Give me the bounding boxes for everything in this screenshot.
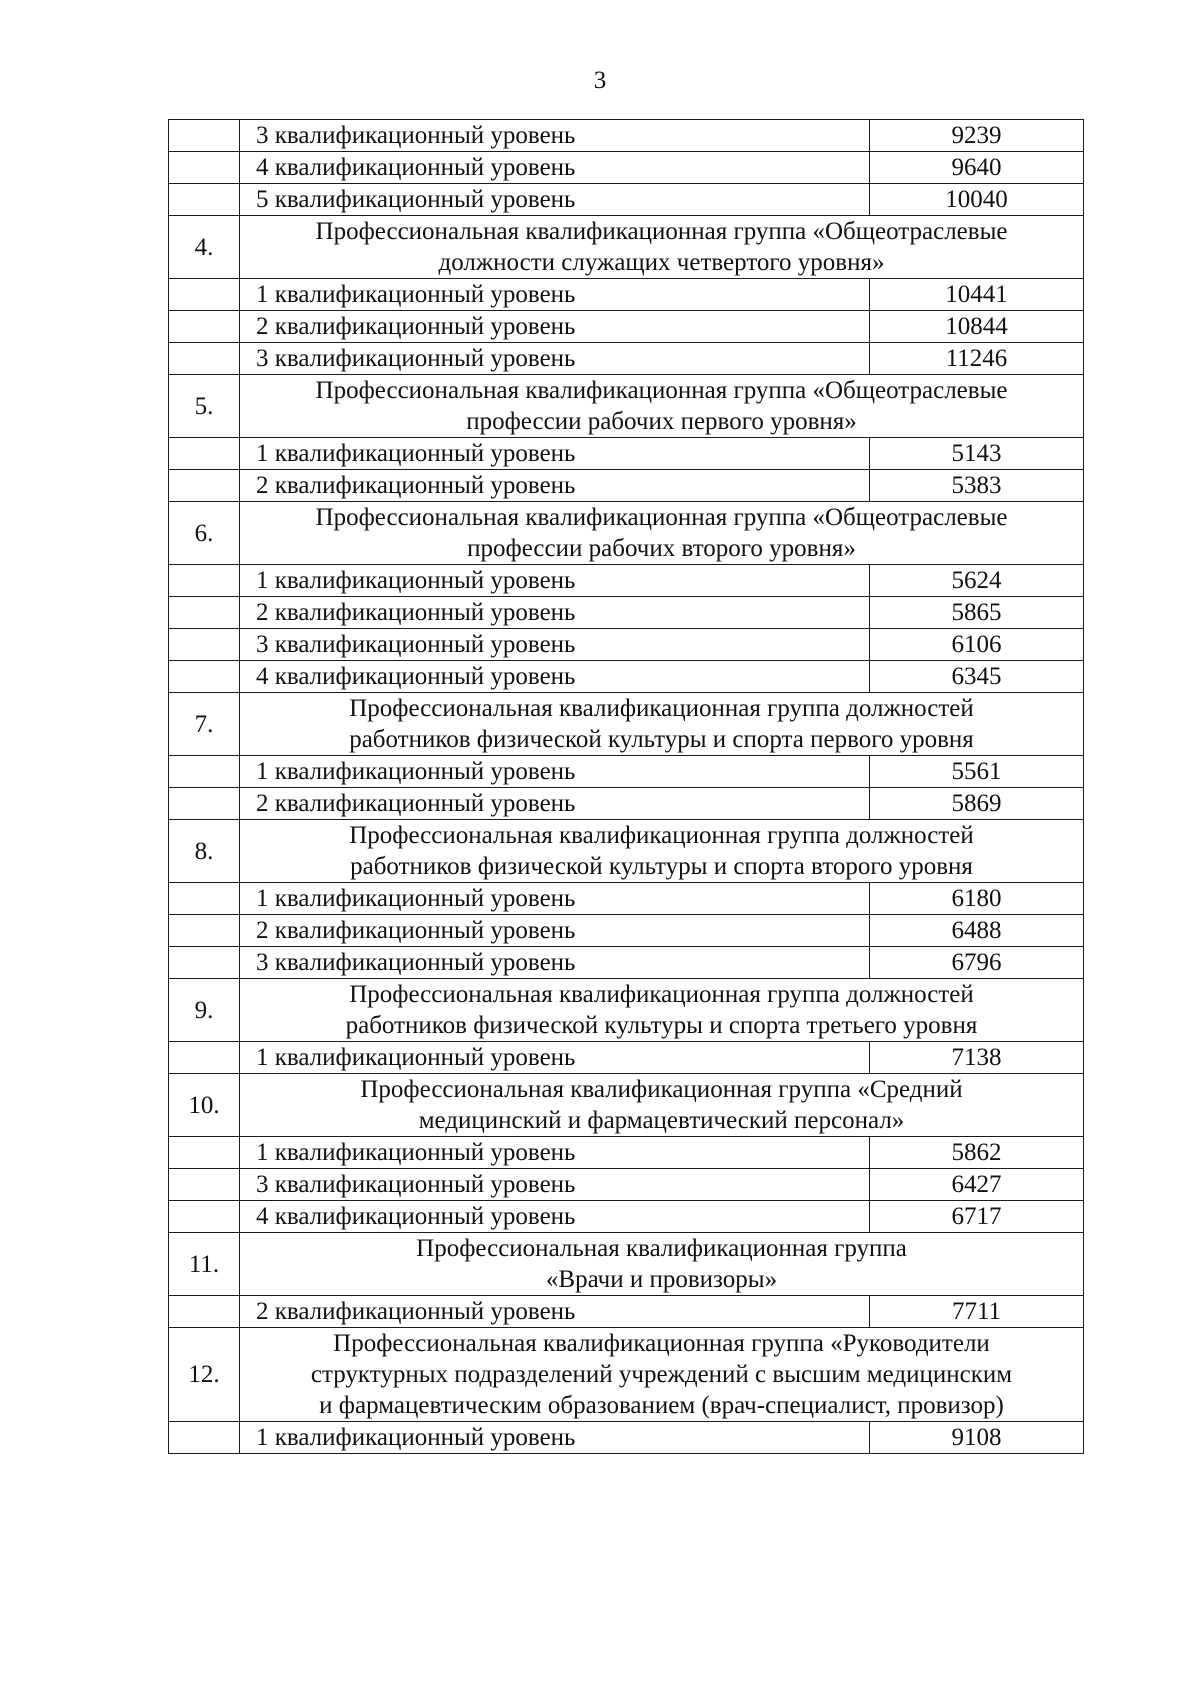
salary-value: 6796 (870, 947, 1084, 979)
table-row (169, 470, 1084, 502)
table-row (169, 1169, 1084, 1201)
row-number (169, 915, 240, 947)
group-title-line: Профессиональная квалификационная группа «Общеотраслевые (315, 218, 1008, 245)
salary-value: 6345 (870, 661, 1084, 693)
level-label: 3 квалификационный уровень (240, 343, 870, 375)
table-row (169, 184, 1084, 216)
salary-value: 5561 (870, 756, 1084, 788)
level-label: 3 квалификационный уровень (240, 947, 870, 979)
table-row (169, 947, 1084, 979)
group-title (240, 1074, 1084, 1137)
salary-value: 10040 (870, 184, 1084, 216)
table-row (169, 1296, 1084, 1328)
salary-value: 6717 (870, 1201, 1084, 1233)
group-number: 9. (169, 979, 240, 1042)
group-number: 5. (169, 375, 240, 438)
group-number: 11. (169, 1233, 240, 1296)
group-number: 12. (169, 1328, 240, 1422)
level-label: 1 квалификационный уровень (240, 279, 870, 311)
row-number (169, 1169, 240, 1201)
table-row (169, 311, 1084, 343)
group-title-line: Профессиональная квалификационная группа должностей (349, 822, 974, 849)
group-title-line: работников физической культуры и спорта первого уровня (349, 726, 974, 753)
level-label: 3 квалификационный уровень (240, 1169, 870, 1201)
group-row (169, 375, 1084, 438)
row-number (169, 184, 240, 216)
group-title (240, 502, 1084, 565)
row-number (169, 279, 240, 311)
group-number: 8. (169, 820, 240, 883)
table-row (169, 629, 1084, 661)
level-label: 2 квалификационный уровень (240, 915, 870, 947)
group-title-line: Профессиональная квалификационная группа «Руководители (333, 1330, 990, 1357)
table-row (169, 438, 1084, 470)
level-label: 3 квалификационный уровень (240, 629, 870, 661)
salary-value: 6106 (870, 629, 1084, 661)
group-title (240, 693, 1084, 756)
group-row (169, 693, 1084, 756)
group-title-line: Профессиональная квалификационная группа «Общеотраслевые (315, 377, 1008, 404)
salary-value: 6427 (870, 1169, 1084, 1201)
table-row (169, 1201, 1084, 1233)
row-number (169, 565, 240, 597)
group-number: 6. (169, 502, 240, 565)
row-number (169, 883, 240, 915)
level-label: 1 квалификационный уровень (240, 1042, 870, 1074)
level-label: 1 квалификационный уровень (240, 756, 870, 788)
salary-value: 5383 (870, 470, 1084, 502)
group-title-line: Профессиональная квалификационная группа должностей (349, 695, 974, 722)
level-label: 1 квалификационный уровень (240, 1137, 870, 1169)
table-row (169, 756, 1084, 788)
group-title-line: структурных подразделений учреждений с высшим медицинским (310, 1361, 1013, 1388)
row-number (169, 120, 240, 152)
level-label: 1 квалификационный уровень (240, 438, 870, 470)
salary-value: 5143 (870, 438, 1084, 470)
row-number (169, 311, 240, 343)
table-row (169, 883, 1084, 915)
group-row (169, 820, 1084, 883)
table-row (169, 565, 1084, 597)
group-title (240, 375, 1084, 438)
table-row (169, 1422, 1084, 1454)
salary-value: 9108 (870, 1422, 1084, 1454)
salary-value: 9640 (870, 152, 1084, 184)
group-row (169, 1233, 1084, 1296)
row-number (169, 756, 240, 788)
group-title (240, 1233, 1084, 1296)
table-row (169, 661, 1084, 693)
row-number (169, 1201, 240, 1233)
group-title-line: Профессиональная квалификационная группа «Общеотраслевые (315, 504, 1008, 531)
salary-value: 11246 (870, 343, 1084, 375)
group-title-line: Профессиональная квалификационная группа должностей (349, 981, 974, 1008)
row-number (169, 343, 240, 375)
table-row (169, 343, 1084, 375)
row-number (169, 438, 240, 470)
salary-value: 5869 (870, 788, 1084, 820)
salary-value: 10844 (870, 311, 1084, 343)
level-label: 1 квалификационный уровень (240, 565, 870, 597)
group-title-line: профессии рабочих первого уровня» (466, 408, 857, 435)
group-title (240, 1328, 1084, 1422)
group-row (169, 502, 1084, 565)
group-number: 10. (169, 1074, 240, 1137)
group-title (240, 820, 1084, 883)
group-title-line: должности служащих четвертого уровня» (438, 249, 885, 276)
table-row (169, 788, 1084, 820)
table-row (169, 597, 1084, 629)
salary-value: 5862 (870, 1137, 1084, 1169)
group-title-line: медицинский и фармацевтический персонал» (418, 1107, 905, 1134)
group-title-line: Профессиональная квалификационная группа «Средний (360, 1076, 963, 1103)
row-number (169, 1042, 240, 1074)
salary-value: 6488 (870, 915, 1084, 947)
salary-value: 10441 (870, 279, 1084, 311)
level-label: 2 квалификационный уровень (240, 311, 870, 343)
group-title-line: работников физической культуры и спорта третьего уровня (345, 1012, 978, 1039)
salary-table (168, 119, 1084, 1454)
table-row (169, 915, 1084, 947)
table-row (169, 120, 1084, 152)
level-label: 3 квалификационный уровень (240, 120, 870, 152)
level-label: 4 квалификационный уровень (240, 661, 870, 693)
table-row (169, 279, 1084, 311)
group-title-line: работников физической культуры и спорта второго уровня (350, 853, 973, 880)
row-number (169, 1422, 240, 1454)
group-row (169, 979, 1084, 1042)
level-label: 2 квалификационный уровень (240, 470, 870, 502)
salary-value: 7711 (870, 1296, 1084, 1328)
level-label: 4 квалификационный уровень (240, 152, 870, 184)
row-number (169, 1296, 240, 1328)
page-number: 3 (593, 67, 607, 94)
group-number: 4. (169, 216, 240, 279)
salary-value: 5865 (870, 597, 1084, 629)
group-row (169, 1074, 1084, 1137)
row-number (169, 629, 240, 661)
salary-value: 7138 (870, 1042, 1084, 1074)
salary-value: 6180 (870, 883, 1084, 915)
table-row (169, 1137, 1084, 1169)
salary-value: 5624 (870, 565, 1084, 597)
row-number (169, 947, 240, 979)
row-number (169, 1137, 240, 1169)
salary-value: 9239 (870, 120, 1084, 152)
row-number (169, 470, 240, 502)
level-label: 2 квалификационный уровень (240, 788, 870, 820)
group-number: 7. (169, 693, 240, 756)
level-label: 5 квалификационный уровень (240, 184, 870, 216)
group-row (169, 216, 1084, 279)
group-title-line: Профессиональная квалификационная группа (416, 1235, 907, 1262)
level-label: 2 квалификационный уровень (240, 597, 870, 629)
group-title-line: «Врачи и провизоры» (545, 1266, 778, 1293)
table-row (169, 1042, 1084, 1074)
table-row (169, 152, 1084, 184)
group-row (169, 1328, 1084, 1422)
group-title-line: и фармацевтическим образованием (врач-специалист, провизор) (319, 1392, 1004, 1419)
row-number (169, 152, 240, 184)
level-label: 1 квалификационный уровень (240, 1422, 870, 1454)
level-label: 2 квалификационный уровень (240, 1296, 870, 1328)
group-title (240, 979, 1084, 1042)
table-body (169, 120, 1084, 1454)
group-title (240, 216, 1084, 279)
group-title-line: профессии рабочих второго уровня» (467, 535, 856, 562)
level-label: 1 квалификационный уровень (240, 883, 870, 915)
row-number (169, 788, 240, 820)
row-number (169, 661, 240, 693)
row-number (169, 597, 240, 629)
level-label: 4 квалификационный уровень (240, 1201, 870, 1233)
